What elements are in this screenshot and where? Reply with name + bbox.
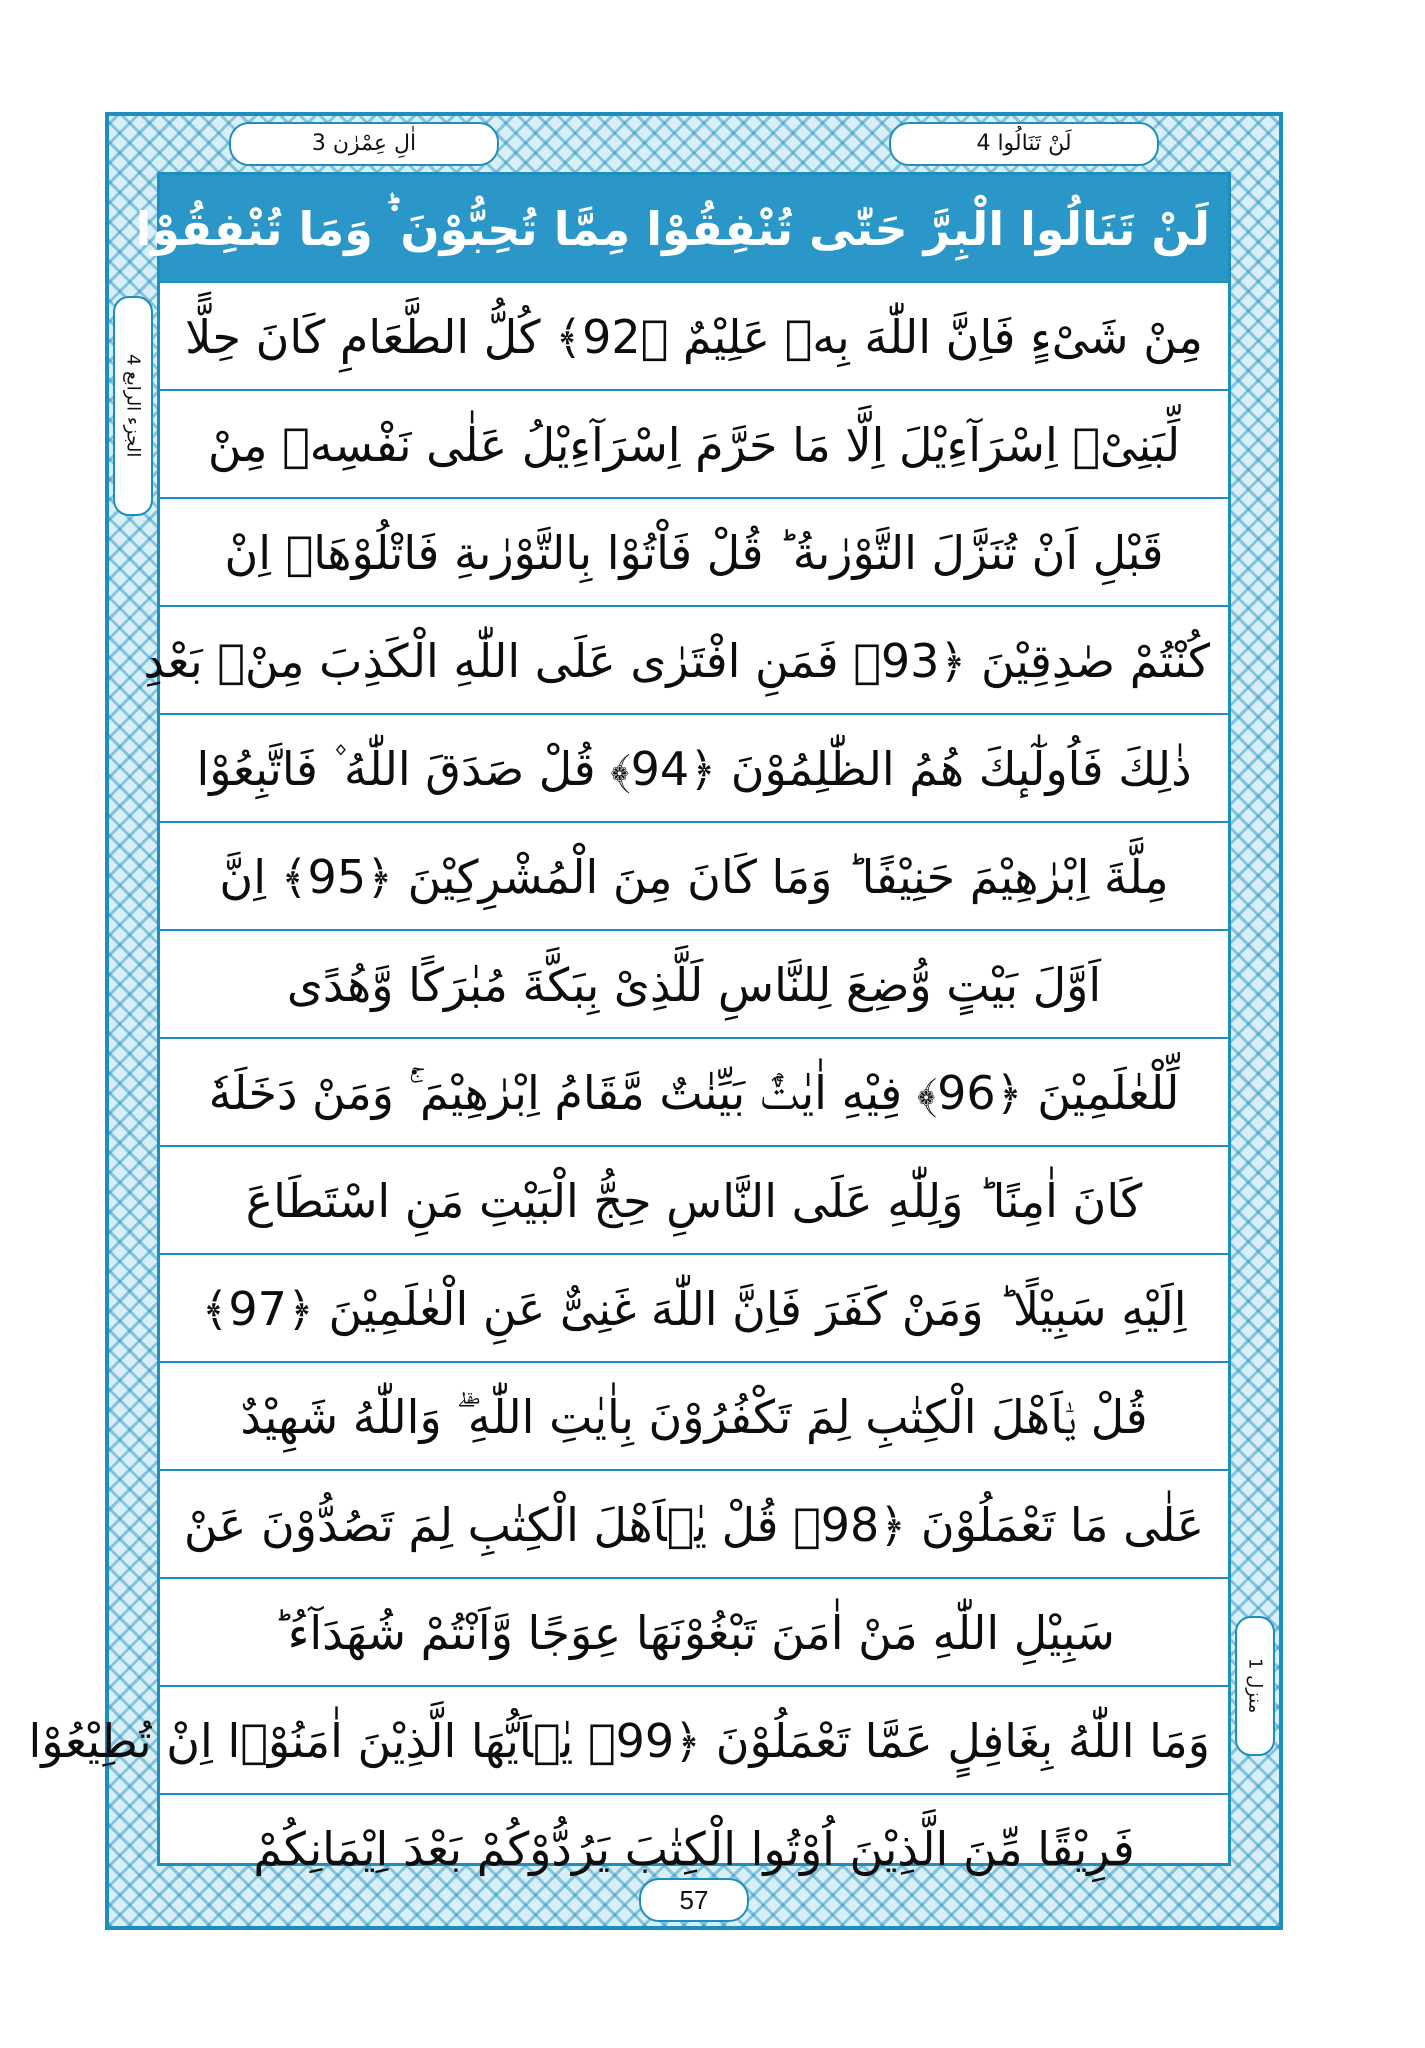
verse-line: اِلَیْهِ سَبِیْلًا ؕ وَمَنْ كَفَرَ فَاِنَّ اللّٰهَ غَنِیٌّ عَنِ الْعٰلَمِیْنَ ﴿97﴾ [160, 1255, 1228, 1363]
verse-line: كُنْتُمْ صٰدِقِیْنَ ﴿93﴾ فَمَنِ افْتَرٰى عَلَى اللّٰهِ الْكَذِبَ مِنْۢ بَعْدِ [160, 607, 1228, 715]
verse-line: ذٰلِكَ فَاُولٰٓىٕكَ هُمُ الظّٰلِمُوْنَ ﴿94﴾ قُلْ صَدَقَ اللّٰهُ ۫ فَاتَّبِعُوْا [160, 715, 1228, 823]
juz-side-label: الجزء الرابع 4 [113, 296, 153, 516]
page-ornamental-border [28, 112, 1283, 1930]
verse-line: كَانَ اٰمِنًا ؕ وَلِلّٰهِ عَلَى النَّاسِ حِجُّ الْبَیْتِ مَنِ اسْتَطَاعَ [160, 1147, 1228, 1255]
page-number: 57 [639, 1878, 749, 1922]
verse-line: مِلَّةَ اِبْرٰهِیْمَ حَنِیْفًا ؕ وَمَا كَانَ مِنَ الْمُشْرِكِیْنَ ﴿95﴾ اِنَّ [160, 823, 1228, 931]
verse-line: قَبْلِ اَنْ تُنَزَّلَ التَّوْرٰىةُ ؕ قُلْ فَاْتُوْا بِالتَّوْرٰىةِ فَاتْلُوْهَاۤ اِنْ [160, 499, 1228, 607]
manzil-side-label: منزل 1 [1235, 1616, 1275, 1756]
verse-line: اَوَّلَ بَیْتٍ وُّضِعَ لِلنَّاسِ لَلَّذِیْ بِبَكَّةَ مُبٰرَكًا وَّهُدًى [160, 931, 1228, 1039]
para-name-header: لَنْ تَنَالُوا 4 [889, 122, 1159, 166]
surah-name-header: اٰلِ عِمْرٰن 3 [229, 122, 499, 166]
verse-line: مِنْ شَیْءٍ فَاِنَّ اللّٰهَ بِهٖ عَلِیْمٌ ﴿92﴾ كُلُّ الطَّعَامِ كَانَ حِلًّا [160, 283, 1228, 391]
verse-line: لِّلْعٰلَمِیْنَ ﴿96﴾ فِیْهِ اٰیٰتٌۢ بَیِّنٰتٌ مَّقَامُ اِبْرٰهِیْمَ ۚ۬ وَمَنْ دَخَلَهٗ [160, 1039, 1228, 1147]
verse-line: قُلْ یٰۤاَهْلَ الْكِتٰبِ لِمَ تَكْفُرُوْنَ بِاٰیٰتِ اللّٰهِ ۖۗ وَاللّٰهُ شَهِیْدٌ [160, 1363, 1228, 1471]
verse-line: وَمَا اللّٰهُ بِغَافِلٍ عَمَّا تَعْمَلُوْنَ ﴿99﴾ یٰۤاَیُّهَا الَّذِیْنَ اٰمَنُوْۤا اِنْ تُطِیْعُوْا [160, 1687, 1228, 1795]
verse-line: سَبِیْلِ اللّٰهِ مَنْ اٰمَنَ تَبْغُوْنَهَا عِوَجًا وَّاَنْتُمْ شُهَدَآءُ ؕ [160, 1579, 1228, 1687]
verse-line: لِّبَنِیْۤ اِسْرَآءِیْلَ اِلَّا مَا حَرَّمَ اِسْرَآءِیْلُ عَلٰى نَفْسِهٖ مِنْ [160, 391, 1228, 499]
verse-line: فَرِیْقًا مِّنَ الَّذِیْنَ اُوْتُوا الْكِتٰبَ یَرُدُّوْكُمْ بَعْدَ اِیْمَانِكُمْ [253, 1822, 1135, 1876]
header-verse-line: لَنْ تَنَالُوا الْبِرَّ حَتّٰى تُنْفِقُوْا مِمَّا تُحِبُّوْنَ ۬ؕ وَمَا تُنْفِقُوْا [160, 175, 1228, 283]
verse-line: عَلٰى مَا تَعْمَلُوْنَ ﴿98﴾ قُلْ یٰۤاَهْلَ الْكِتٰبِ لِمَ تَصُدُّوْنَ عَنْ [160, 1471, 1228, 1579]
